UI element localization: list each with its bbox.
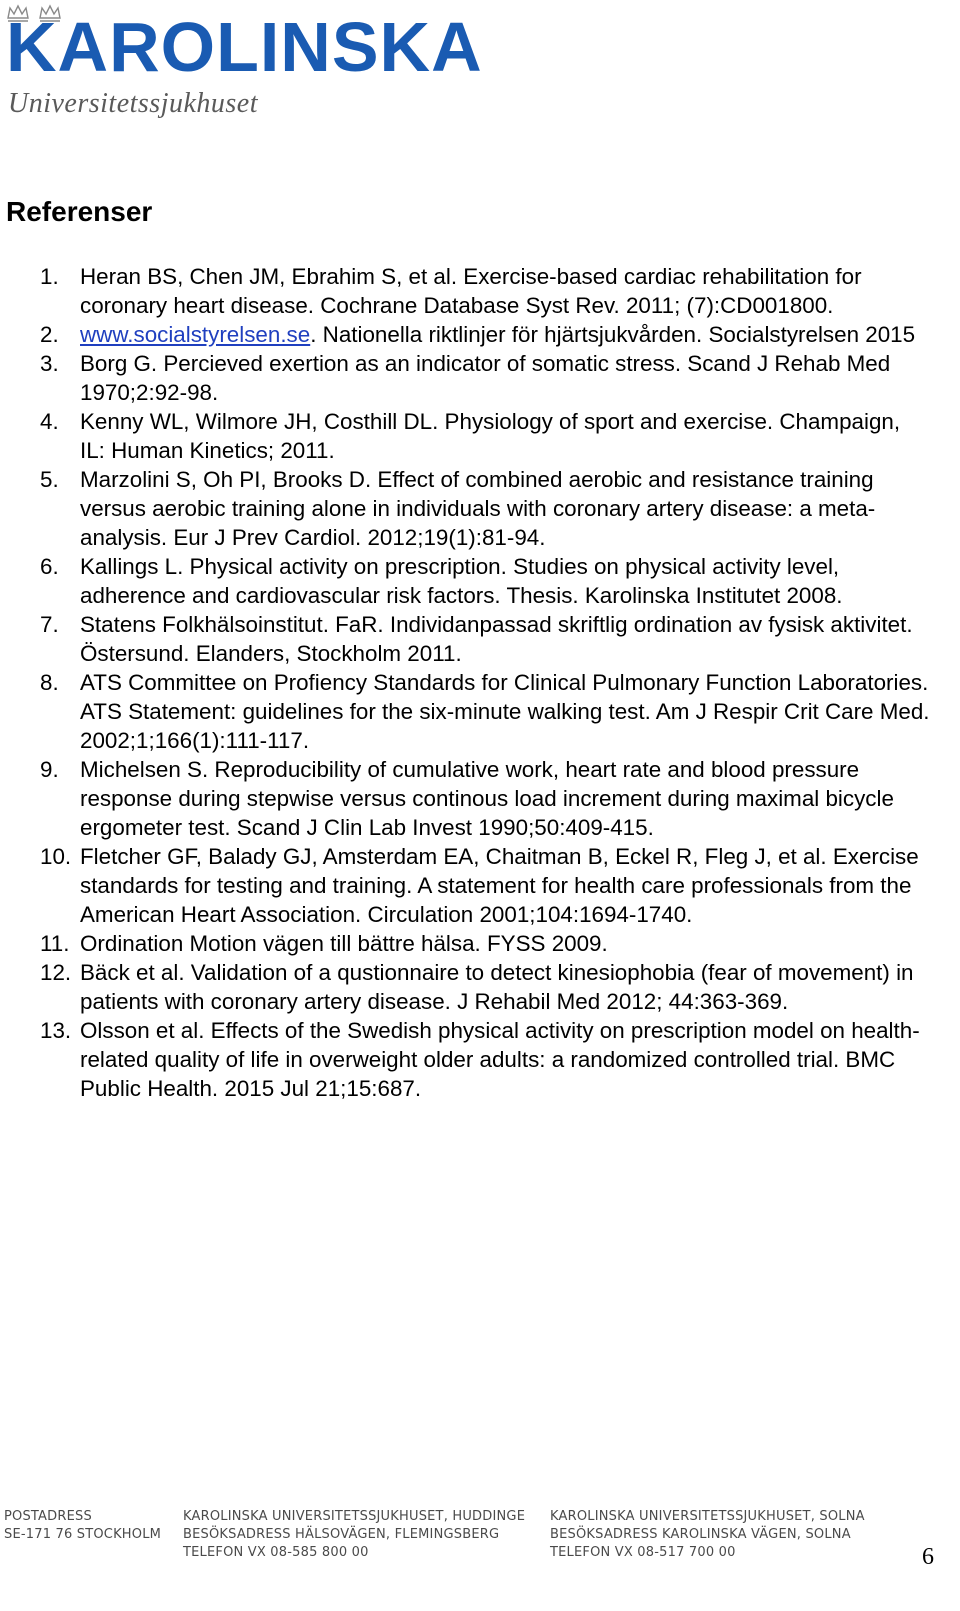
footer-solna-address	[550, 1508, 865, 1562]
reference-number: 4.	[40, 409, 59, 434]
footer-line: KAROLINSKA UNIVERSITETSSJUKHUSET, HUDDINGE	[183, 1509, 526, 1524]
reference-item	[0, 407, 930, 465]
reference-list	[0, 262, 930, 1103]
reference-text: Ordination Motion vägen till bättre hälsa. FYSS 2009.	[80, 931, 608, 956]
reference-text: Fletcher GF, Balady GJ, Amsterdam EA, Chaitman B, Eckel R, Fleg J, et al. Exercise standards for testing and training. A statement for health care professionals from the American Heart Association. Circulation 2001;104:1694-1740.	[80, 844, 919, 927]
reference-number: 2.	[40, 322, 59, 347]
reference-item	[0, 1016, 930, 1103]
reference-text: Heran BS, Chen JM, Ebrahim S, et al. Exercise-based cardiac rehabilitation for coronary heart disease. Cochrane Database Syst Rev. 2011; (7):CD001800.	[80, 264, 862, 318]
reference-text: ATS Committee on Profiency Standards for Clinical Pulmonary Function Laboratories. ATS Statement: guidelines for the six-minute walking test. Am J Respir Crit Care Med. 2002;1;166(1):111-117.	[80, 670, 930, 753]
footer-line: KAROLINSKA UNIVERSITETSSJUKHUSET, SOLNA	[550, 1509, 865, 1524]
reference-text: Olsson et al. Effects of the Swedish physical activity on prescription model on health-related quality of life in overweight older adults: a randomized controlled trial. BMC Public Health. 2015 Jul 21;15:687.	[80, 1018, 920, 1101]
reference-number: 9.	[40, 757, 59, 782]
reference-text: Marzolini S, Oh PI, Brooks D. Effect of combined aerobic and resistance training versus aerobic training alone in individuals with coronary artery disease: a meta-analysis. Eur J Prev Cardiol. 2012;19(1):81-94.	[80, 467, 876, 550]
reference-item	[0, 610, 930, 668]
footer-postal-address	[4, 1508, 161, 1544]
reference-text: Bäck et al. Validation of a qustionnaire to detect kinesiophobia (fear of movement) in patients with coronary artery disease. J Rehabil Med 2012; 44:363-369.	[80, 960, 914, 1014]
reference-text: Kenny WL, Wilmore JH, Costhill DL. Physiology of sport and exercise. Champaign, IL: Human Kinetics; 2011.	[80, 409, 901, 463]
logo-subtitle: Universitetssjukhuset	[8, 88, 259, 119]
reference-text: Statens Folkhälsoinstitut. FaR. Individanpassad skriftlig ordination av fysisk aktivitet. Östersund. Elanders, Stockholm 2011.	[80, 612, 913, 666]
footer-huddinge-address	[183, 1508, 525, 1562]
page-heading: Referenser	[6, 196, 153, 227]
reference-text: Michelsen S. Reproducibility of cumulative work, heart rate and blood pressure response during stepwise versus continous load increment during maximal bicycle ergometer test. Scand J Clin Lab Invest 1990;50:409-415.	[80, 757, 894, 840]
footer-line: BESÖKSADRESS KAROLINSKA VÄGEN, SOLNA	[550, 1527, 851, 1542]
reference-item	[0, 349, 930, 407]
reference-item	[0, 755, 930, 842]
reference-item	[0, 552, 930, 610]
footer-line: SE-171 76 STOCKHOLM	[4, 1527, 162, 1542]
reference-number: 6.	[40, 554, 59, 579]
reference-number: 7.	[40, 612, 59, 637]
footer-line: TELEFON VX 08-517 700 00	[550, 1545, 736, 1560]
reference-item	[0, 929, 930, 958]
page-number: 6	[922, 1544, 934, 1570]
reference-text: Borg G. Percieved exertion as an indicator of somatic stress. Scand J Rehab Med 1970;2:92-98.	[80, 351, 891, 405]
reference-number: 8.	[40, 670, 59, 695]
footer-line: TELEFON VX 08-585 800 00	[183, 1545, 369, 1560]
reference-item	[0, 842, 930, 929]
reference-number: 3.	[40, 351, 59, 376]
reference-number: 12.	[40, 960, 72, 985]
reference-number: 1.	[40, 264, 59, 289]
socialstyrelsen-link[interactable]: www.socialstyrelsen.se	[80, 322, 311, 347]
footer-line: POSTADRESS	[4, 1509, 92, 1524]
reference-item	[0, 320, 930, 349]
reference-item	[0, 958, 930, 1016]
reference-item	[0, 668, 930, 755]
footer-line: BESÖKSADRESS HÄLSOVÄGEN, FLEMINGSBERG	[183, 1527, 500, 1542]
reference-number: 10.	[40, 844, 72, 869]
reference-text: Kallings L. Physical activity on prescription. Studies on physical activity level, adherence and cardiovascular risk factors. Thesis. Karolinska Institutet 2008.	[80, 554, 843, 608]
reference-number: 5.	[40, 467, 59, 492]
reference-item	[0, 465, 930, 552]
reference-item	[0, 262, 930, 320]
reference-number: 13.	[40, 1018, 72, 1043]
logo-wordmark: KAROLINSKA	[6, 8, 483, 86]
reference-text: . Nationella riktlinjer för hjärtsjukvården. Socialstyrelsen 2015	[310, 322, 916, 347]
reference-number: 11.	[40, 931, 70, 956]
page-footer	[0, 1508, 960, 1568]
